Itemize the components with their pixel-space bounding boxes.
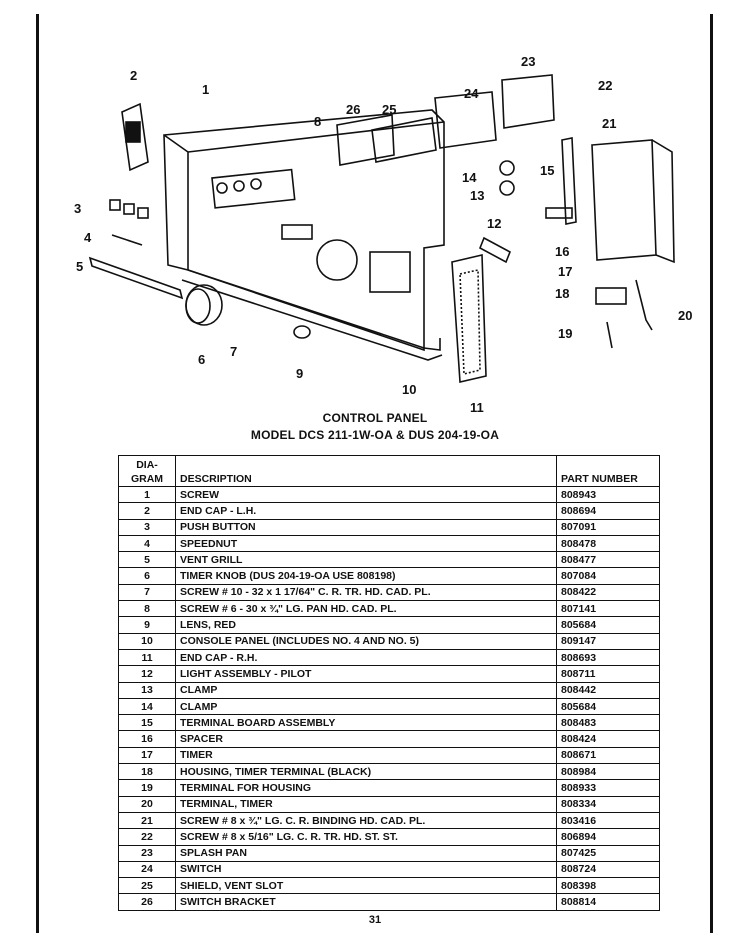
row-diagram-number: 19 xyxy=(119,780,176,796)
svg-text:5: 5 xyxy=(76,259,84,274)
row-description: SCREW # 8 x 5/16" LG. C. R. TR. HD. ST. ST. xyxy=(176,829,557,845)
row-diagram-number: 21 xyxy=(119,812,176,828)
svg-text:23: 23 xyxy=(521,54,536,69)
splash-pan-shape xyxy=(502,75,554,128)
table-row xyxy=(119,764,660,780)
row-part-number: 807091 xyxy=(557,519,660,535)
end-cap-rh-shape xyxy=(452,255,486,382)
row-part-number: 808477 xyxy=(557,552,660,568)
row-part-number: 808478 xyxy=(557,535,660,551)
row-description: SCREW # 8 x ¾" LG. C. R. BINDING HD. CAD. PL. xyxy=(176,812,557,828)
table-row xyxy=(119,568,660,584)
svg-text:26: 26 xyxy=(346,102,361,117)
row-description: SCREW # 10 - 32 x 1 17/64" C. R. TR. HD. CAD. PL. xyxy=(176,584,557,600)
table-row xyxy=(119,552,660,568)
row-diagram-number: 10 xyxy=(119,633,176,649)
table-row xyxy=(119,812,660,828)
row-description: END CAP - R.H. xyxy=(176,649,557,665)
row-diagram-number: 4 xyxy=(119,535,176,551)
table-row xyxy=(119,845,660,861)
row-diagram-number: 15 xyxy=(119,715,176,731)
row-description: TERMINAL, TIMER xyxy=(176,796,557,812)
header-diagram-line1: DIA- xyxy=(136,459,158,471)
row-part-number: 808442 xyxy=(557,682,660,698)
row-diagram-number: 26 xyxy=(119,894,176,910)
svg-text:24: 24 xyxy=(464,86,479,101)
table-row xyxy=(119,633,660,649)
table-row xyxy=(119,861,660,877)
table-row xyxy=(119,715,660,731)
row-diagram-number: 6 xyxy=(119,568,176,584)
row-part-number: 808334 xyxy=(557,796,660,812)
svg-text:15: 15 xyxy=(540,163,555,178)
svg-text:11: 11 xyxy=(470,400,484,415)
timer-shape xyxy=(592,140,656,260)
table-row xyxy=(119,829,660,845)
row-diagram-number: 13 xyxy=(119,682,176,698)
row-description: LIGHT ASSEMBLY - PILOT xyxy=(176,666,557,682)
header-description: DESCRIPTION xyxy=(176,456,557,487)
row-part-number: 808724 xyxy=(557,861,660,877)
row-part-number: 805684 xyxy=(557,698,660,714)
table-row xyxy=(119,894,660,910)
svg-text:22: 22 xyxy=(598,78,613,93)
svg-text:8: 8 xyxy=(314,114,322,129)
row-diagram-number: 2 xyxy=(119,503,176,519)
svg-text:3: 3 xyxy=(74,201,82,216)
header-diagram xyxy=(119,456,176,487)
row-diagram-number: 7 xyxy=(119,584,176,600)
row-description: TIMER xyxy=(176,747,557,763)
row-part-number: 808693 xyxy=(557,649,660,665)
table-row xyxy=(119,698,660,714)
console-panel-shape xyxy=(164,110,444,350)
diagram-svg xyxy=(52,30,708,415)
svg-text:19: 19 xyxy=(558,326,573,341)
row-description: HOUSING, TIMER TERMINAL (BLACK) xyxy=(176,764,557,780)
row-part-number: 808814 xyxy=(557,894,660,910)
row-part-number: 807084 xyxy=(557,568,660,584)
row-part-number: 807425 xyxy=(557,845,660,861)
row-part-number: 808711 xyxy=(557,666,660,682)
parts-table-body xyxy=(119,487,660,911)
svg-text:18: 18 xyxy=(555,286,570,301)
row-diagram-number: 3 xyxy=(119,519,176,535)
row-diagram-number: 18 xyxy=(119,764,176,780)
row-description: END CAP - L.H. xyxy=(176,503,557,519)
svg-text:10: 10 xyxy=(402,382,417,397)
model-caption: MODEL DCS 211-1W-OA & DUS 204-19-OA xyxy=(250,428,500,442)
row-part-number: 808422 xyxy=(557,584,660,600)
svg-text:17: 17 xyxy=(558,264,573,279)
row-diagram-number: 22 xyxy=(119,829,176,845)
svg-text:14: 14 xyxy=(462,170,477,185)
svg-text:6: 6 xyxy=(198,352,206,367)
row-diagram-number: 17 xyxy=(119,747,176,763)
row-part-number: 808984 xyxy=(557,764,660,780)
header-part-number: PART NUMBER xyxy=(557,456,660,487)
table-row xyxy=(119,519,660,535)
row-part-number: 809147 xyxy=(557,633,660,649)
row-diagram-number: 12 xyxy=(119,666,176,682)
exploded-parts-diagram xyxy=(52,30,708,415)
svg-text:2: 2 xyxy=(130,68,138,83)
row-part-number: 808424 xyxy=(557,731,660,747)
diagram-title: CONTROL PANEL xyxy=(322,411,428,425)
row-description: SPLASH PAN xyxy=(176,845,557,861)
row-part-number: 808943 xyxy=(557,487,660,503)
row-description: SCREW # 6 - 30 x ¾" LG. PAN HD. CAD. PL. xyxy=(176,601,557,617)
row-part-number: 808694 xyxy=(557,503,660,519)
table-row xyxy=(119,796,660,812)
row-diagram-number: 5 xyxy=(119,552,176,568)
parts-table-header xyxy=(119,456,660,487)
table-row xyxy=(119,649,660,665)
row-description: SPACER xyxy=(176,731,557,747)
svg-text:13: 13 xyxy=(470,188,485,203)
row-description: LENS, RED xyxy=(176,617,557,633)
svg-text:7: 7 xyxy=(230,344,238,359)
table-row xyxy=(119,584,660,600)
table-row xyxy=(119,878,660,894)
row-description: SCREW xyxy=(176,487,557,503)
row-description: SWITCH BRACKET xyxy=(176,894,557,910)
table-row xyxy=(119,747,660,763)
row-description: CONSOLE PANEL (INCLUDES NO. 4 AND NO. 5) xyxy=(176,633,557,649)
row-description: SPEEDNUT xyxy=(176,535,557,551)
row-part-number: 806894 xyxy=(557,829,660,845)
table-row xyxy=(119,503,660,519)
row-diagram-number: 8 xyxy=(119,601,176,617)
row-diagram-number: 11 xyxy=(119,649,176,665)
table-row xyxy=(119,682,660,698)
row-description: TERMINAL BOARD ASSEMBLY xyxy=(176,715,557,731)
table-row xyxy=(119,780,660,796)
row-description: TERMINAL FOR HOUSING xyxy=(176,780,557,796)
svg-text:9: 9 xyxy=(296,366,304,381)
svg-text:21: 21 xyxy=(602,116,617,131)
row-diagram-number: 1 xyxy=(119,487,176,503)
svg-text:1: 1 xyxy=(202,82,210,97)
svg-text:20: 20 xyxy=(678,308,693,323)
table-row xyxy=(119,535,660,551)
row-part-number: 805684 xyxy=(557,617,660,633)
svg-text:25: 25 xyxy=(382,102,397,117)
row-part-number: 808398 xyxy=(557,878,660,894)
table-row xyxy=(119,731,660,747)
svg-text:16: 16 xyxy=(555,244,570,259)
header-diagram-line2: GRAM xyxy=(130,473,164,485)
table-row xyxy=(119,487,660,503)
table-row xyxy=(119,601,660,617)
row-description: VENT GRILL xyxy=(176,552,557,568)
row-description: CLAMP xyxy=(176,698,557,714)
row-description: SWITCH xyxy=(176,861,557,877)
row-description: CLAMP xyxy=(176,682,557,698)
table-row xyxy=(119,666,660,682)
row-part-number: 808671 xyxy=(557,747,660,763)
row-diagram-number: 23 xyxy=(119,845,176,861)
parts-table xyxy=(118,455,660,911)
row-diagram-number: 9 xyxy=(119,617,176,633)
svg-text:4: 4 xyxy=(84,230,92,245)
svg-text:12: 12 xyxy=(487,216,502,231)
row-part-number: 808933 xyxy=(557,780,660,796)
row-diagram-number: 24 xyxy=(119,861,176,877)
row-part-number: 803416 xyxy=(557,812,660,828)
row-part-number: 808483 xyxy=(557,715,660,731)
row-diagram-number: 25 xyxy=(119,878,176,894)
row-description: PUSH BUTTON xyxy=(176,519,557,535)
row-diagram-number: 20 xyxy=(119,796,176,812)
table-row xyxy=(119,617,660,633)
row-diagram-number: 16 xyxy=(119,731,176,747)
row-description: SHIELD, VENT SLOT xyxy=(176,878,557,894)
page-number: 31 xyxy=(368,914,382,926)
row-part-number: 807141 xyxy=(557,601,660,617)
row-diagram-number: 14 xyxy=(119,698,176,714)
row-description: TIMER KNOB (DUS 204-19-OA USE 808198) xyxy=(176,568,557,584)
